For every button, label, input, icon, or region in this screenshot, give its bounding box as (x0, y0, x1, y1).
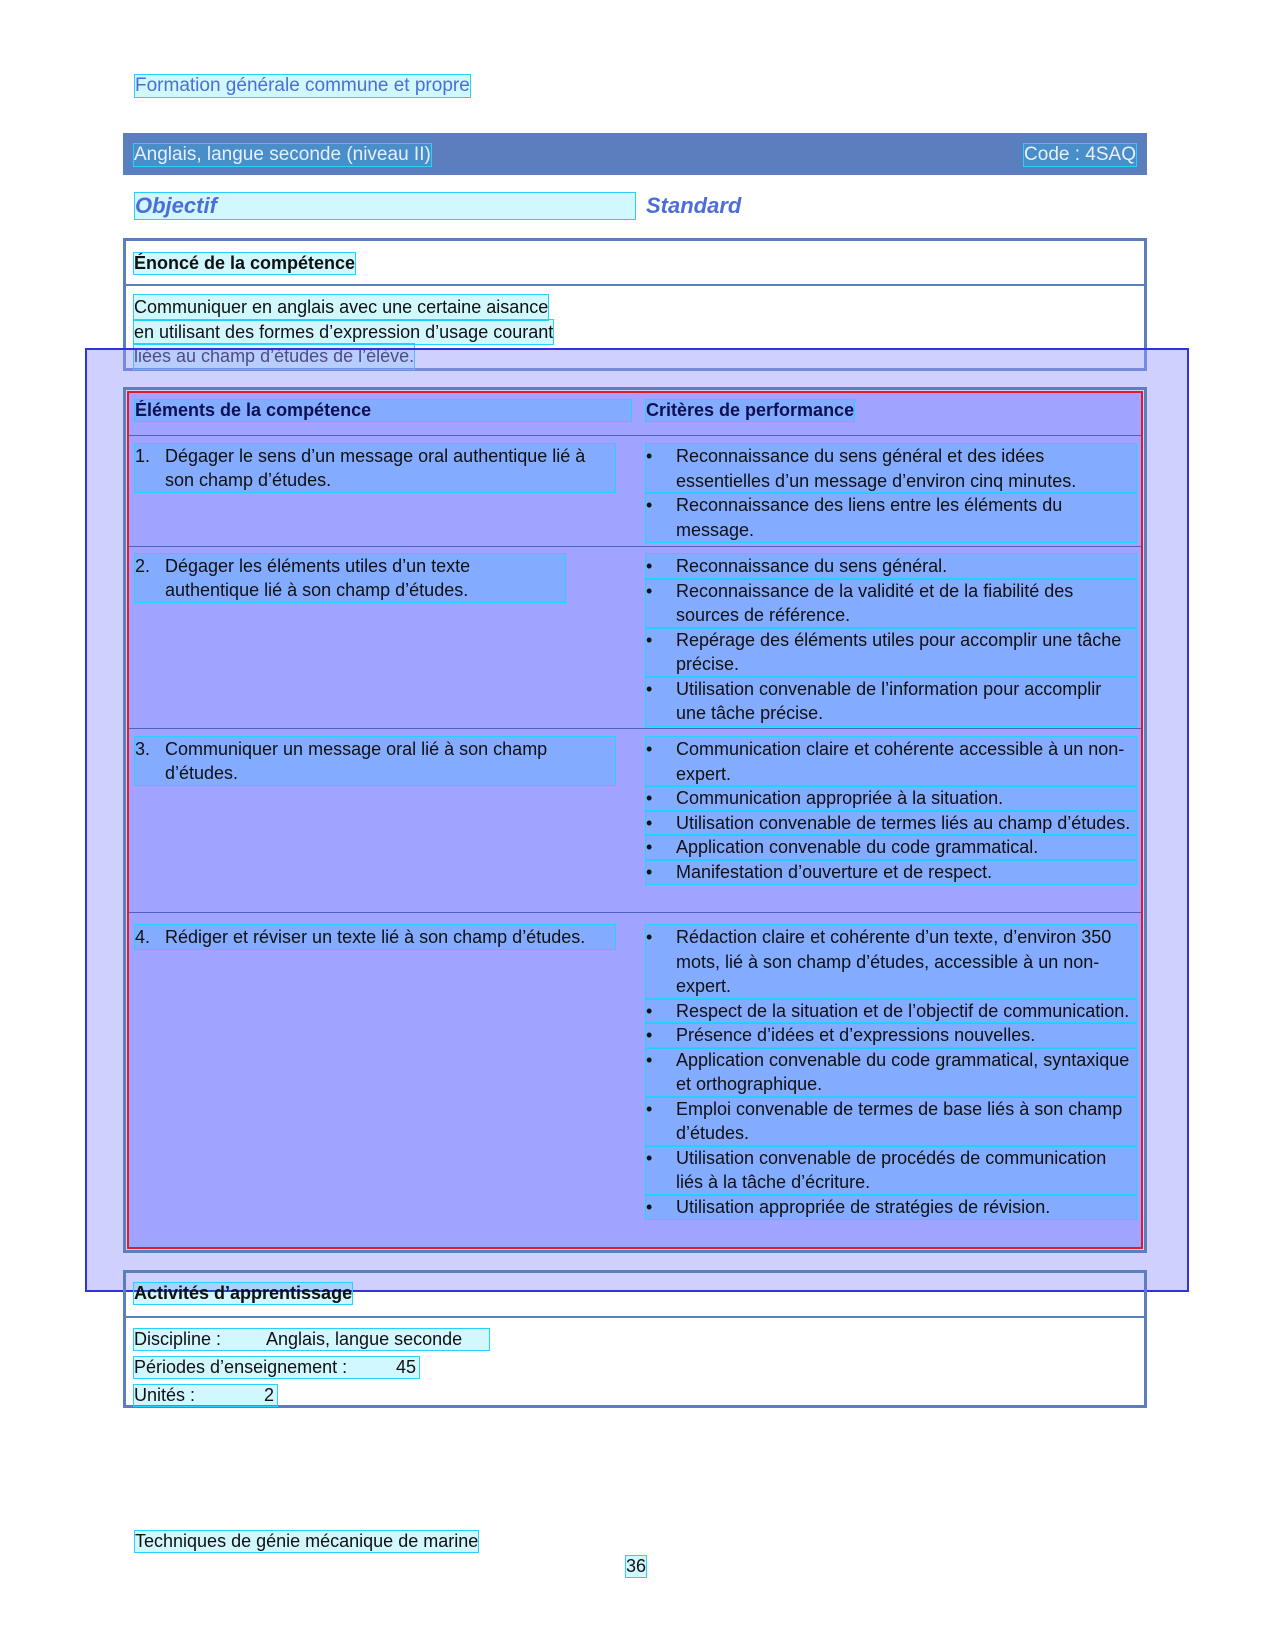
list-item: • Utilisation convenable de l’information pour accomplir une tâche précise. (646, 677, 1136, 726)
bullet-icon: • (646, 556, 653, 576)
element-text: Communiquer un message oral lié à son champ d’études. (165, 739, 548, 783)
criteria-list (646, 737, 1136, 884)
periodes-row (134, 1357, 419, 1378)
page-number: 36 (626, 1556, 647, 1576)
table-row-element (135, 925, 615, 949)
list-item: • Reconnaissance de la validité et de la fiabilité des sources de référence. (646, 579, 1136, 628)
criteria-list (646, 444, 1136, 542)
objectif-heading: Objectif (135, 193, 635, 219)
bullet-icon: • (646, 837, 653, 857)
discipline-value: Anglais, langue seconde (266, 1329, 463, 1349)
course-bar (123, 133, 1147, 175)
bullet-icon: • (646, 678, 653, 699)
list-item: • Reconnaissance du sens général. (646, 554, 1136, 579)
course-title: Anglais, langue seconde (niveau II) (134, 144, 431, 165)
discipline-row (134, 1329, 489, 1350)
criteria-list (646, 925, 1136, 1219)
list-item: • Présence d’idées et d’expressions nouvelles. (646, 1023, 1136, 1048)
divider (129, 546, 1141, 547)
bullet-icon: • (646, 1049, 653, 1070)
list-item: • Communication claire et cohérente accessible à un non-expert. (646, 737, 1136, 786)
list-item: • Repérage des éléments utiles pour accomplir une tâche précise. (646, 628, 1136, 677)
element-text: Rédiger et réviser un texte lié à son champ d’études. (165, 927, 586, 947)
bullet-icon: • (646, 927, 653, 947)
list-item: • Respect de la situation et de l’objectif de communication. (646, 999, 1136, 1024)
criteria-list (646, 554, 1136, 726)
unites-value: 2 (264, 1385, 275, 1405)
periodes-value: 45 (396, 1357, 417, 1377)
activites-title: Activités d’apprentissage (134, 1283, 353, 1303)
row-number: 4. (135, 927, 151, 947)
divider (126, 284, 1144, 286)
discipline-label: Discipline : (134, 1329, 222, 1349)
bullet-icon: • (646, 629, 653, 650)
course-code: Code : 4SAQ (1024, 144, 1136, 165)
unites-row (134, 1385, 277, 1406)
list-item: • Reconnaissance des liens entre les éléments du message. (646, 493, 1136, 542)
bullet-icon: • (646, 1196, 653, 1217)
bullet-icon: • (646, 580, 653, 601)
elements-header: Éléments de la compétence (135, 400, 631, 421)
table-row-element (135, 737, 615, 785)
footer-program: Techniques de génie mécanique de marine (135, 1531, 479, 1551)
enonce-line: en utilisant des formes d’expression d’usage courant (134, 320, 553, 345)
enonce-title: Énoncé de la compétence (134, 253, 356, 273)
divider (129, 912, 1141, 913)
standard-heading: Standard (646, 193, 742, 218)
list-item: • Reconnaissance du sens général et des idées essentielles d’un message d’environ cinq minutes. (646, 444, 1136, 493)
list-item: • Utilisation convenable de termes liés au champ d’études. (646, 811, 1136, 836)
bullet-icon: • (646, 446, 653, 466)
row-number: 1. (135, 446, 151, 466)
row-number: 3. (135, 739, 151, 759)
list-item: • Utilisation appropriée de stratégies de révision. (646, 1195, 1136, 1220)
row-number: 2. (135, 556, 151, 576)
criteria-header: Critères de performance (646, 400, 855, 420)
bullet-icon: • (646, 1098, 653, 1119)
element-text: Dégager les éléments utiles d’un texte authentique lié à son champ d’études. (165, 556, 471, 600)
bullet-icon: • (646, 495, 653, 515)
list-item: • Utilisation convenable de procédés de communication liés à la tâche d’écriture. (646, 1146, 1136, 1195)
bullet-icon: • (646, 788, 653, 808)
list-item: • Rédaction claire et cohérente d’un texte, d’environ 350 mots, lié à son champ d’études, accessible à un non-expert. (646, 925, 1136, 999)
divider (129, 728, 1141, 729)
table-row-element (135, 444, 615, 492)
list-item: • Application convenable du code grammatical, syntaxique et orthographique. (646, 1048, 1136, 1097)
list-item: • Communication appropriée à la situation. (646, 786, 1136, 811)
element-text: Dégager le sens d’un message oral authentique lié à son champ d’études. (165, 446, 586, 490)
unites-label: Unités : (134, 1385, 196, 1405)
bullet-icon: • (646, 1000, 653, 1021)
divider (126, 1316, 1144, 1318)
list-item: • Manifestation d’ouverture et de respect. (646, 860, 1136, 885)
list-item: • Application convenable du code grammatical. (646, 835, 1136, 860)
bullet-icon: • (646, 1147, 653, 1168)
bullet-icon: • (646, 1025, 653, 1045)
section-title: Formation générale commune et propre (135, 75, 470, 96)
enonce-line: Communiquer en anglais avec une certaine aisance (134, 295, 548, 320)
divider (129, 435, 1141, 436)
activites-box (123, 1270, 1147, 1408)
bullet-icon: • (646, 812, 653, 833)
list-item: • Emploi convenable de termes de base liés à son champ d’études. (646, 1097, 1136, 1146)
periodes-label: Périodes d’enseignement : (134, 1357, 348, 1377)
bullet-icon: • (646, 739, 653, 759)
table-row-element (135, 554, 565, 602)
bullet-icon: • (646, 861, 653, 882)
enonce-line: liées au champ d’études de l’élève. (134, 344, 414, 369)
